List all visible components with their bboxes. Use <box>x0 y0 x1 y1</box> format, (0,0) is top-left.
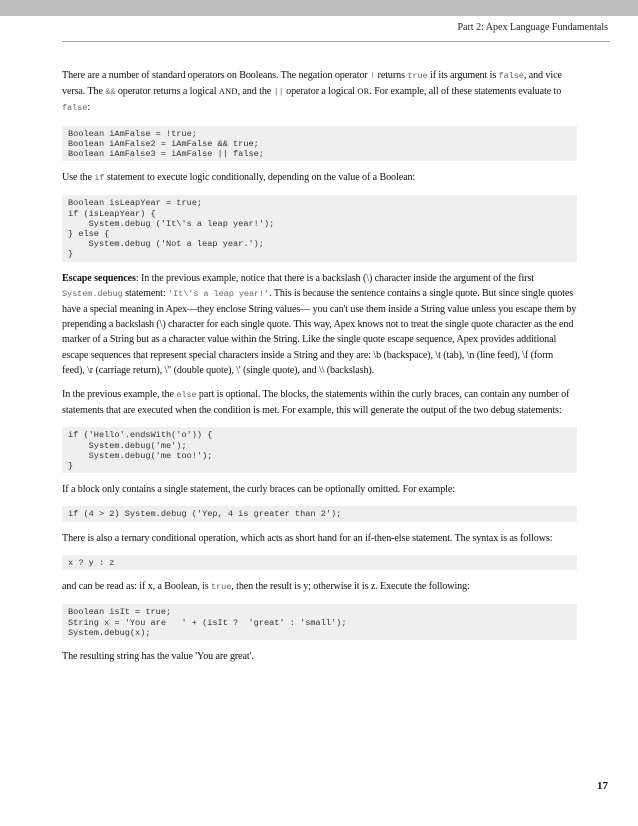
text: , and vice versa. The <box>62 70 562 98</box>
text: operator returns a logical <box>115 86 219 98</box>
inline-code: System.debug <box>62 288 123 299</box>
paragraph-else-optional <box>62 387 577 418</box>
inline-code: true <box>407 71 428 81</box>
inline-code: && <box>105 87 116 98</box>
text: part is optional. The blocks, the statements within the curly braces, can contain any number of statements that are executed when the condition is met. For example, this will generate the output of the two debug statements: <box>62 389 570 417</box>
inline-code: 'It\'s a leap year!' <box>168 288 270 299</box>
text: Use the <box>62 172 95 184</box>
text: In the previous example, the <box>62 389 177 401</box>
paragraph-if-statement <box>62 170 577 186</box>
paragraph-boolean-operators <box>62 68 577 117</box>
text: . This is because the sentence contains a single quote. But since single quotes have a special meaning in Apex—they enclose String values— you can't use them inside a String value unless you escape them by prepending a backslash (\) character for each single quote. This way, Apex knows not to treat the single quote character as the end marker of a String but as a character value within the String. Like the single quote escape sequence, Apex provides additional escape sequences that represent special characters inside a String and they are: \b (backspace), \t (tab), \n (line feed), \f (form feed), \r (carriage return), \" (double quote), \' (single quote), and \\ (backslash). <box>62 287 577 376</box>
small-caps-text: OR <box>357 87 370 97</box>
paragraph-result: The resulting string has the value 'You are great'. <box>62 650 254 662</box>
page-body <box>62 68 577 673</box>
code-block-single-statement: if (4 > 2) System.debug ('Yep, 4 is greater than 2'); <box>62 506 577 521</box>
inline-code: || <box>273 87 284 98</box>
code-block-boolean-operators: Boolean iAmFalse = !true; Boolean iAmFalse2 = iAmFalse && true; Boolean iAmFalse3 = iAmFalse || false; <box>62 126 577 162</box>
text: if its argument is <box>427 70 499 81</box>
paragraph-escape-sequences <box>62 271 577 378</box>
inline-code: ! <box>370 71 376 81</box>
inline-code: if <box>94 173 105 184</box>
paragraph-single-statement: If a block only contains a single statement, the curly braces can be optionally omitted. For example: <box>62 484 455 496</box>
page-number: 17 <box>597 780 608 792</box>
paragraph-ternary-read <box>62 579 577 595</box>
code-block-ends-with: if ('Hello'.endsWith('o')) { System.debug('me'); System.debug('me too!'); } <box>62 427 577 473</box>
code-block-leap-year: Boolean isLeapYear = true; if (isLeapYear) { System.debug ('It\'s a leap year!'); } else { System.debug ('Not a leap year.'); } <box>62 195 577 261</box>
inline-code: else <box>176 390 197 401</box>
text: . For example, all of these statements evaluate to <box>369 86 562 98</box>
text: : In the previous example, notice that there is a backslash (\) character inside the argument of the first <box>135 272 534 284</box>
code-block-ternary-syntax: x ? y : z <box>62 555 577 570</box>
text: statement: <box>122 287 169 299</box>
paragraph-ternary: There is also a ternary conditional operation, which acts as short hand for an if-then-else statement. The syntax is as follows: <box>62 532 553 544</box>
inline-code: true <box>211 582 232 593</box>
inline-code: false <box>498 71 524 81</box>
term-heading: Escape sequences <box>62 272 136 284</box>
text: and can be read as: if x, a Boolean, is <box>62 581 212 593</box>
text: : <box>87 102 91 114</box>
header-divider <box>62 41 610 42</box>
small-caps-text: AND <box>218 87 238 97</box>
text: , then the result is y; otherwise it is z. Execute the following: <box>231 581 470 593</box>
running-header: Part 2: Apex Language Fundamentals <box>457 22 608 33</box>
inline-code: false <box>62 103 88 114</box>
text: , and the <box>237 86 274 98</box>
text: returns <box>375 70 408 81</box>
top-bar <box>0 0 638 16</box>
text: operator a logical <box>283 86 358 98</box>
text: statement to execute logic conditionally, depending on the value of a Boolean: <box>104 172 416 184</box>
code-block-ternary-example: Boolean isIt = true; String x = 'You are ' + (isIt ? 'great' : 'small'); System.debug(x); <box>62 604 577 640</box>
text: There are a number of standard operators on Booleans. The negation operator <box>62 70 371 81</box>
